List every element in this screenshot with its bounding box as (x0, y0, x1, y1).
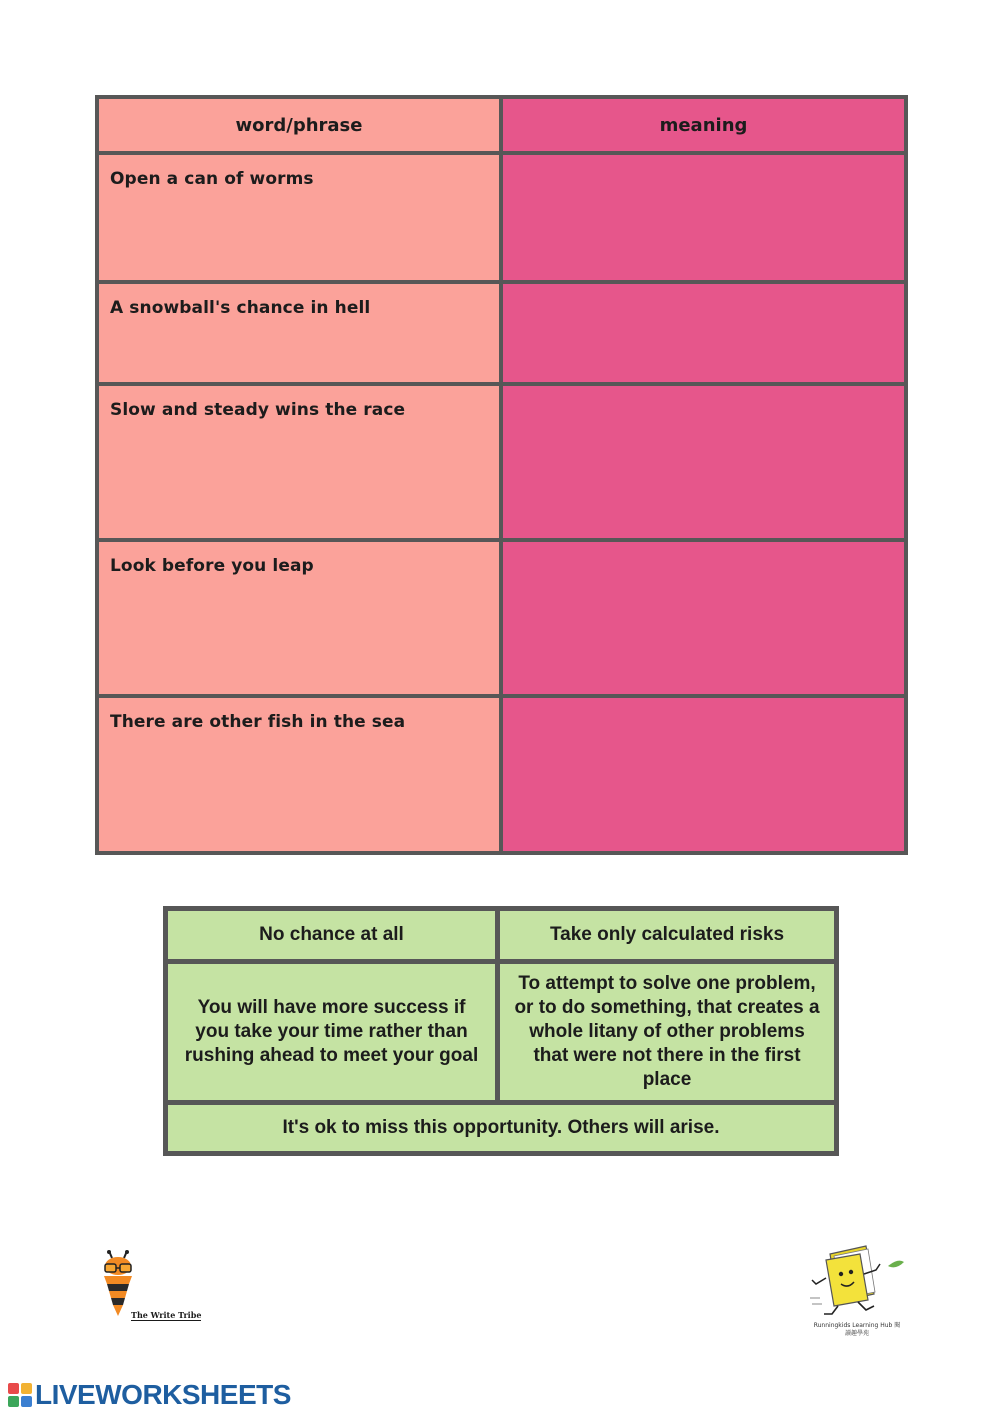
table-row (97, 384, 906, 540)
meaning-drop-zone[interactable] (501, 282, 906, 384)
answer-option[interactable]: You will have more success if you take your time rather than rushing ahead to meet your goal (166, 962, 498, 1103)
word-cell (97, 696, 501, 853)
meaning-column-header: meaning (501, 97, 906, 153)
book-logo-caption: Runningkids Learning Hub 閱讀趣學苑 (813, 1322, 901, 1337)
table-row (97, 696, 906, 853)
word-cell (97, 153, 501, 282)
idiom-table (95, 95, 908, 855)
answer-option[interactable]: To attempt to solve one problem, or to do something, that creates a whole litany of other problems that were not there in the first place (498, 962, 837, 1103)
answer-option[interactable]: No chance at all (166, 909, 498, 962)
idiom-text: There are other fish in the sea (110, 712, 406, 732)
idiom-text: A snowball's chance in hell (110, 298, 371, 318)
liveworksheets-brand[interactable] (8, 1381, 291, 1409)
answer-option[interactable]: Take only calculated risks (498, 909, 837, 962)
idiom-text: Slow and steady wins the race (110, 400, 406, 420)
meaning-drop-zone[interactable] (501, 153, 906, 282)
answer-row (166, 1103, 837, 1154)
table-header-row (97, 97, 906, 153)
word-cell (97, 540, 501, 696)
table-row (97, 540, 906, 696)
running-book-icon (808, 1244, 908, 1320)
bee-logo-caption: The Write Tribe (131, 1310, 202, 1320)
answer-row (166, 962, 837, 1103)
word-column-header: word/phrase (97, 97, 501, 153)
answer-row (166, 909, 837, 962)
brand-name: LIVEWORKSHEETS (35, 1379, 291, 1410)
meaning-drop-zone[interactable] (501, 540, 906, 696)
liveworksheets-logo-icon (8, 1383, 32, 1407)
idiom-text: Look before you leap (110, 556, 314, 576)
answer-option[interactable]: It's ok to miss this opportunity. Others will arise. (166, 1103, 837, 1154)
word-cell (97, 384, 501, 540)
table-row (97, 153, 906, 282)
table-row (97, 282, 906, 384)
word-cell (97, 282, 501, 384)
meaning-drop-zone[interactable] (501, 384, 906, 540)
idiom-text: Open a can of worms (110, 169, 314, 189)
meaning-drop-zone[interactable] (501, 696, 906, 853)
answer-bank (163, 906, 839, 1156)
